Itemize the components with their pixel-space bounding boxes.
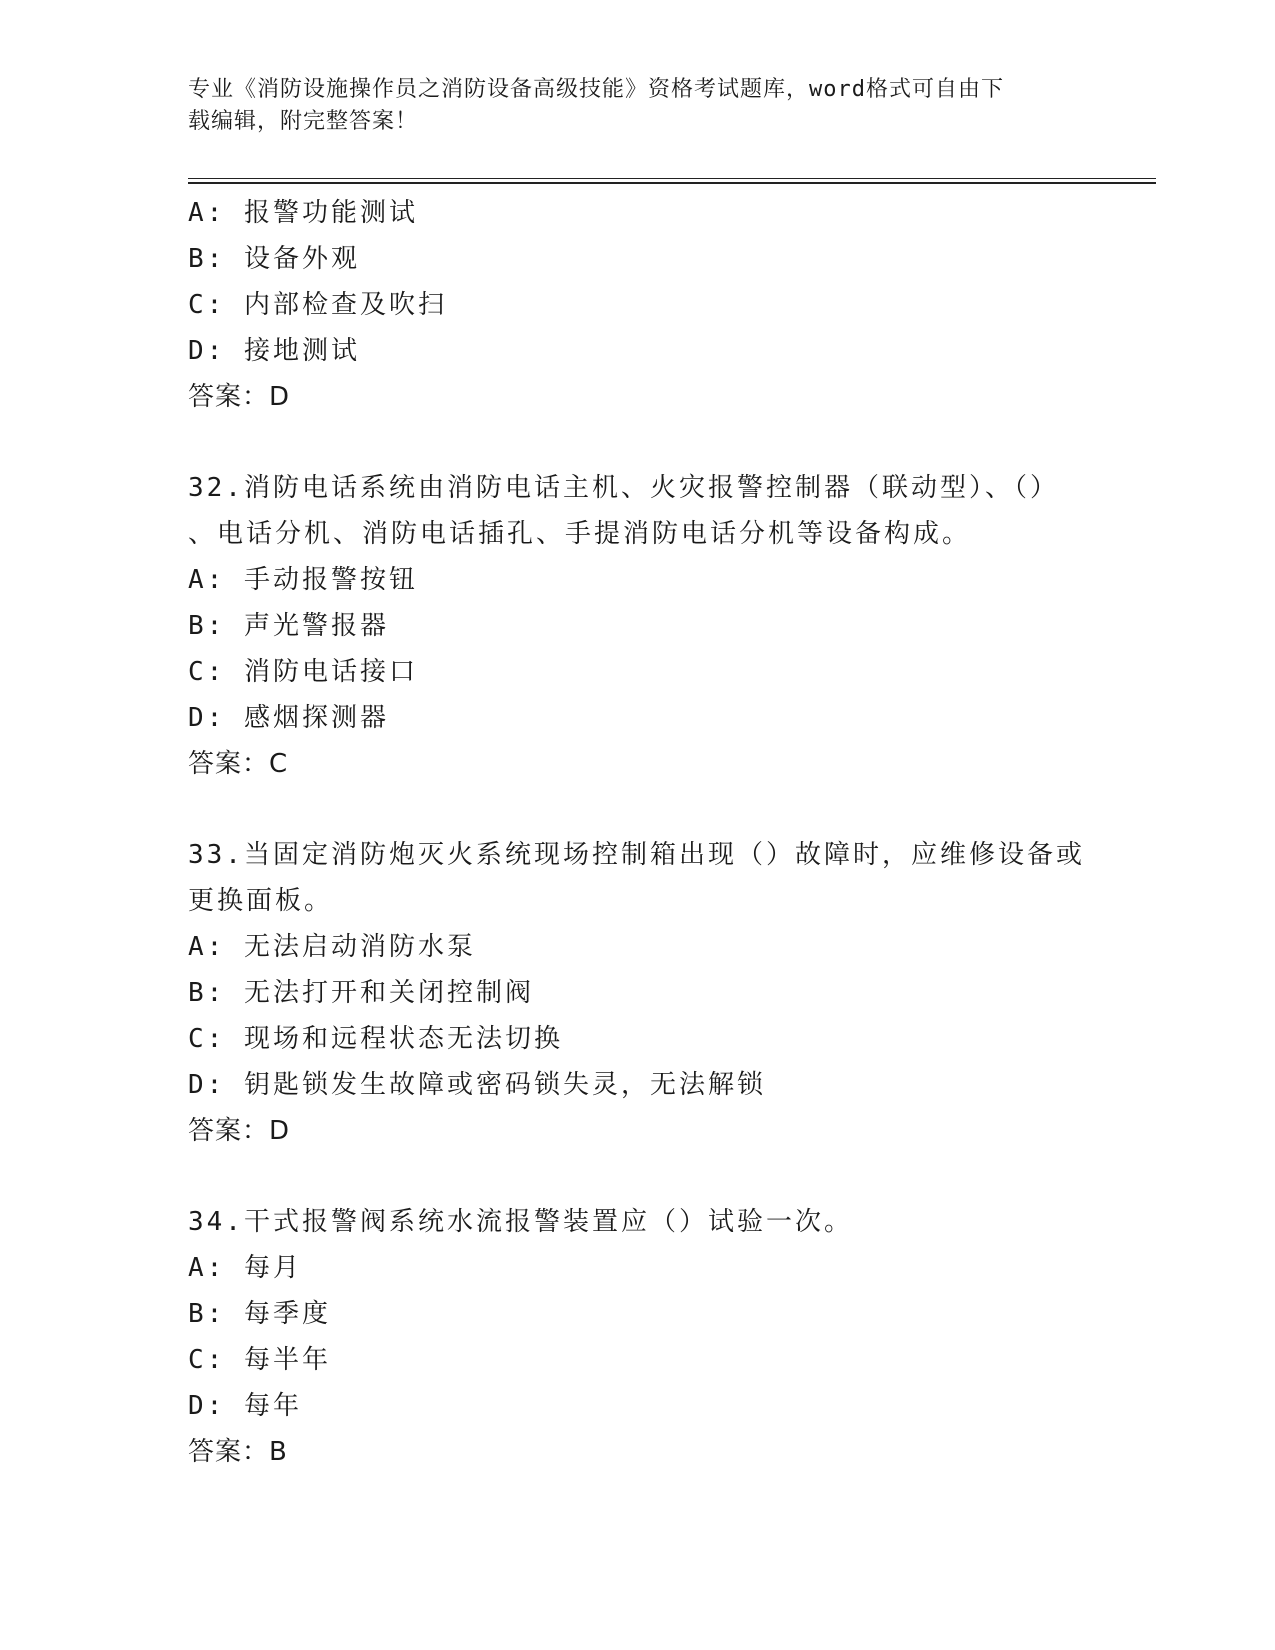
question-32 bbox=[188, 465, 1148, 787]
option-a: A: 手动报警按钮 bbox=[188, 565, 418, 595]
option-b: B: 无法打开和关闭控制阀 bbox=[188, 978, 534, 1008]
question-text-line-1: 33.当固定消防炮灭火系统现场控制箱出现（）故障时，应维修设备或 bbox=[188, 840, 1085, 870]
header-divider-thick bbox=[188, 182, 1156, 184]
option-d: D: 感烟探测器 bbox=[188, 703, 389, 733]
question-list bbox=[188, 190, 1148, 1475]
option-a: A: 每月 bbox=[188, 1253, 302, 1283]
option-d: D: 钥匙锁发生故障或密码锁失灵，无法解锁 bbox=[188, 1070, 766, 1100]
question-33 bbox=[188, 832, 1148, 1154]
question-text-line-1: 34.干式报警阀系统水流报警装置应（）试验一次。 bbox=[188, 1207, 853, 1237]
option-c: C: 内部检查及吹扫 bbox=[188, 290, 447, 320]
header-divider-thin bbox=[188, 178, 1156, 179]
question-text-line-2: 、电话分机、消防电话插孔、手提消防电话分机等设备构成。 bbox=[188, 519, 972, 549]
option-d: D: 每年 bbox=[188, 1391, 302, 1421]
option-c: C: 每半年 bbox=[188, 1345, 331, 1375]
document-header bbox=[188, 74, 1088, 138]
answer-line: 答案：D bbox=[188, 382, 291, 412]
header-line-2: 载编辑，附完整答案！ bbox=[188, 109, 419, 134]
option-b: B: 每季度 bbox=[188, 1299, 331, 1329]
option-b: B: 设备外观 bbox=[188, 244, 360, 274]
question-34 bbox=[188, 1199, 1148, 1475]
option-a: A: 无法启动消防水泵 bbox=[188, 932, 476, 962]
question-31 bbox=[188, 190, 1148, 420]
answer-line: 答案：B bbox=[188, 1437, 288, 1467]
question-spacer bbox=[188, 1154, 1148, 1199]
answer-line: 答案：C bbox=[188, 749, 289, 779]
question-spacer bbox=[188, 787, 1148, 832]
header-line-1: 专业《消防设施操作员之消防设备高级技能》资格考试题库，word格式可自由下 bbox=[188, 77, 1004, 102]
option-c: C: 现场和远程状态无法切换 bbox=[188, 1024, 563, 1054]
question-spacer bbox=[188, 420, 1148, 465]
option-a: A: 报警功能测试 bbox=[188, 198, 418, 228]
question-text-line-1: 32.消防电话系统由消防电话主机、火灾报警控制器（联动型）、（） bbox=[188, 473, 1059, 503]
option-d: D: 接地测试 bbox=[188, 336, 360, 366]
answer-line: 答案：D bbox=[188, 1116, 291, 1146]
option-c: C: 消防电话接口 bbox=[188, 657, 418, 687]
option-b: B: 声光警报器 bbox=[188, 611, 389, 641]
question-text-line-2: 更换面板。 bbox=[188, 886, 334, 916]
